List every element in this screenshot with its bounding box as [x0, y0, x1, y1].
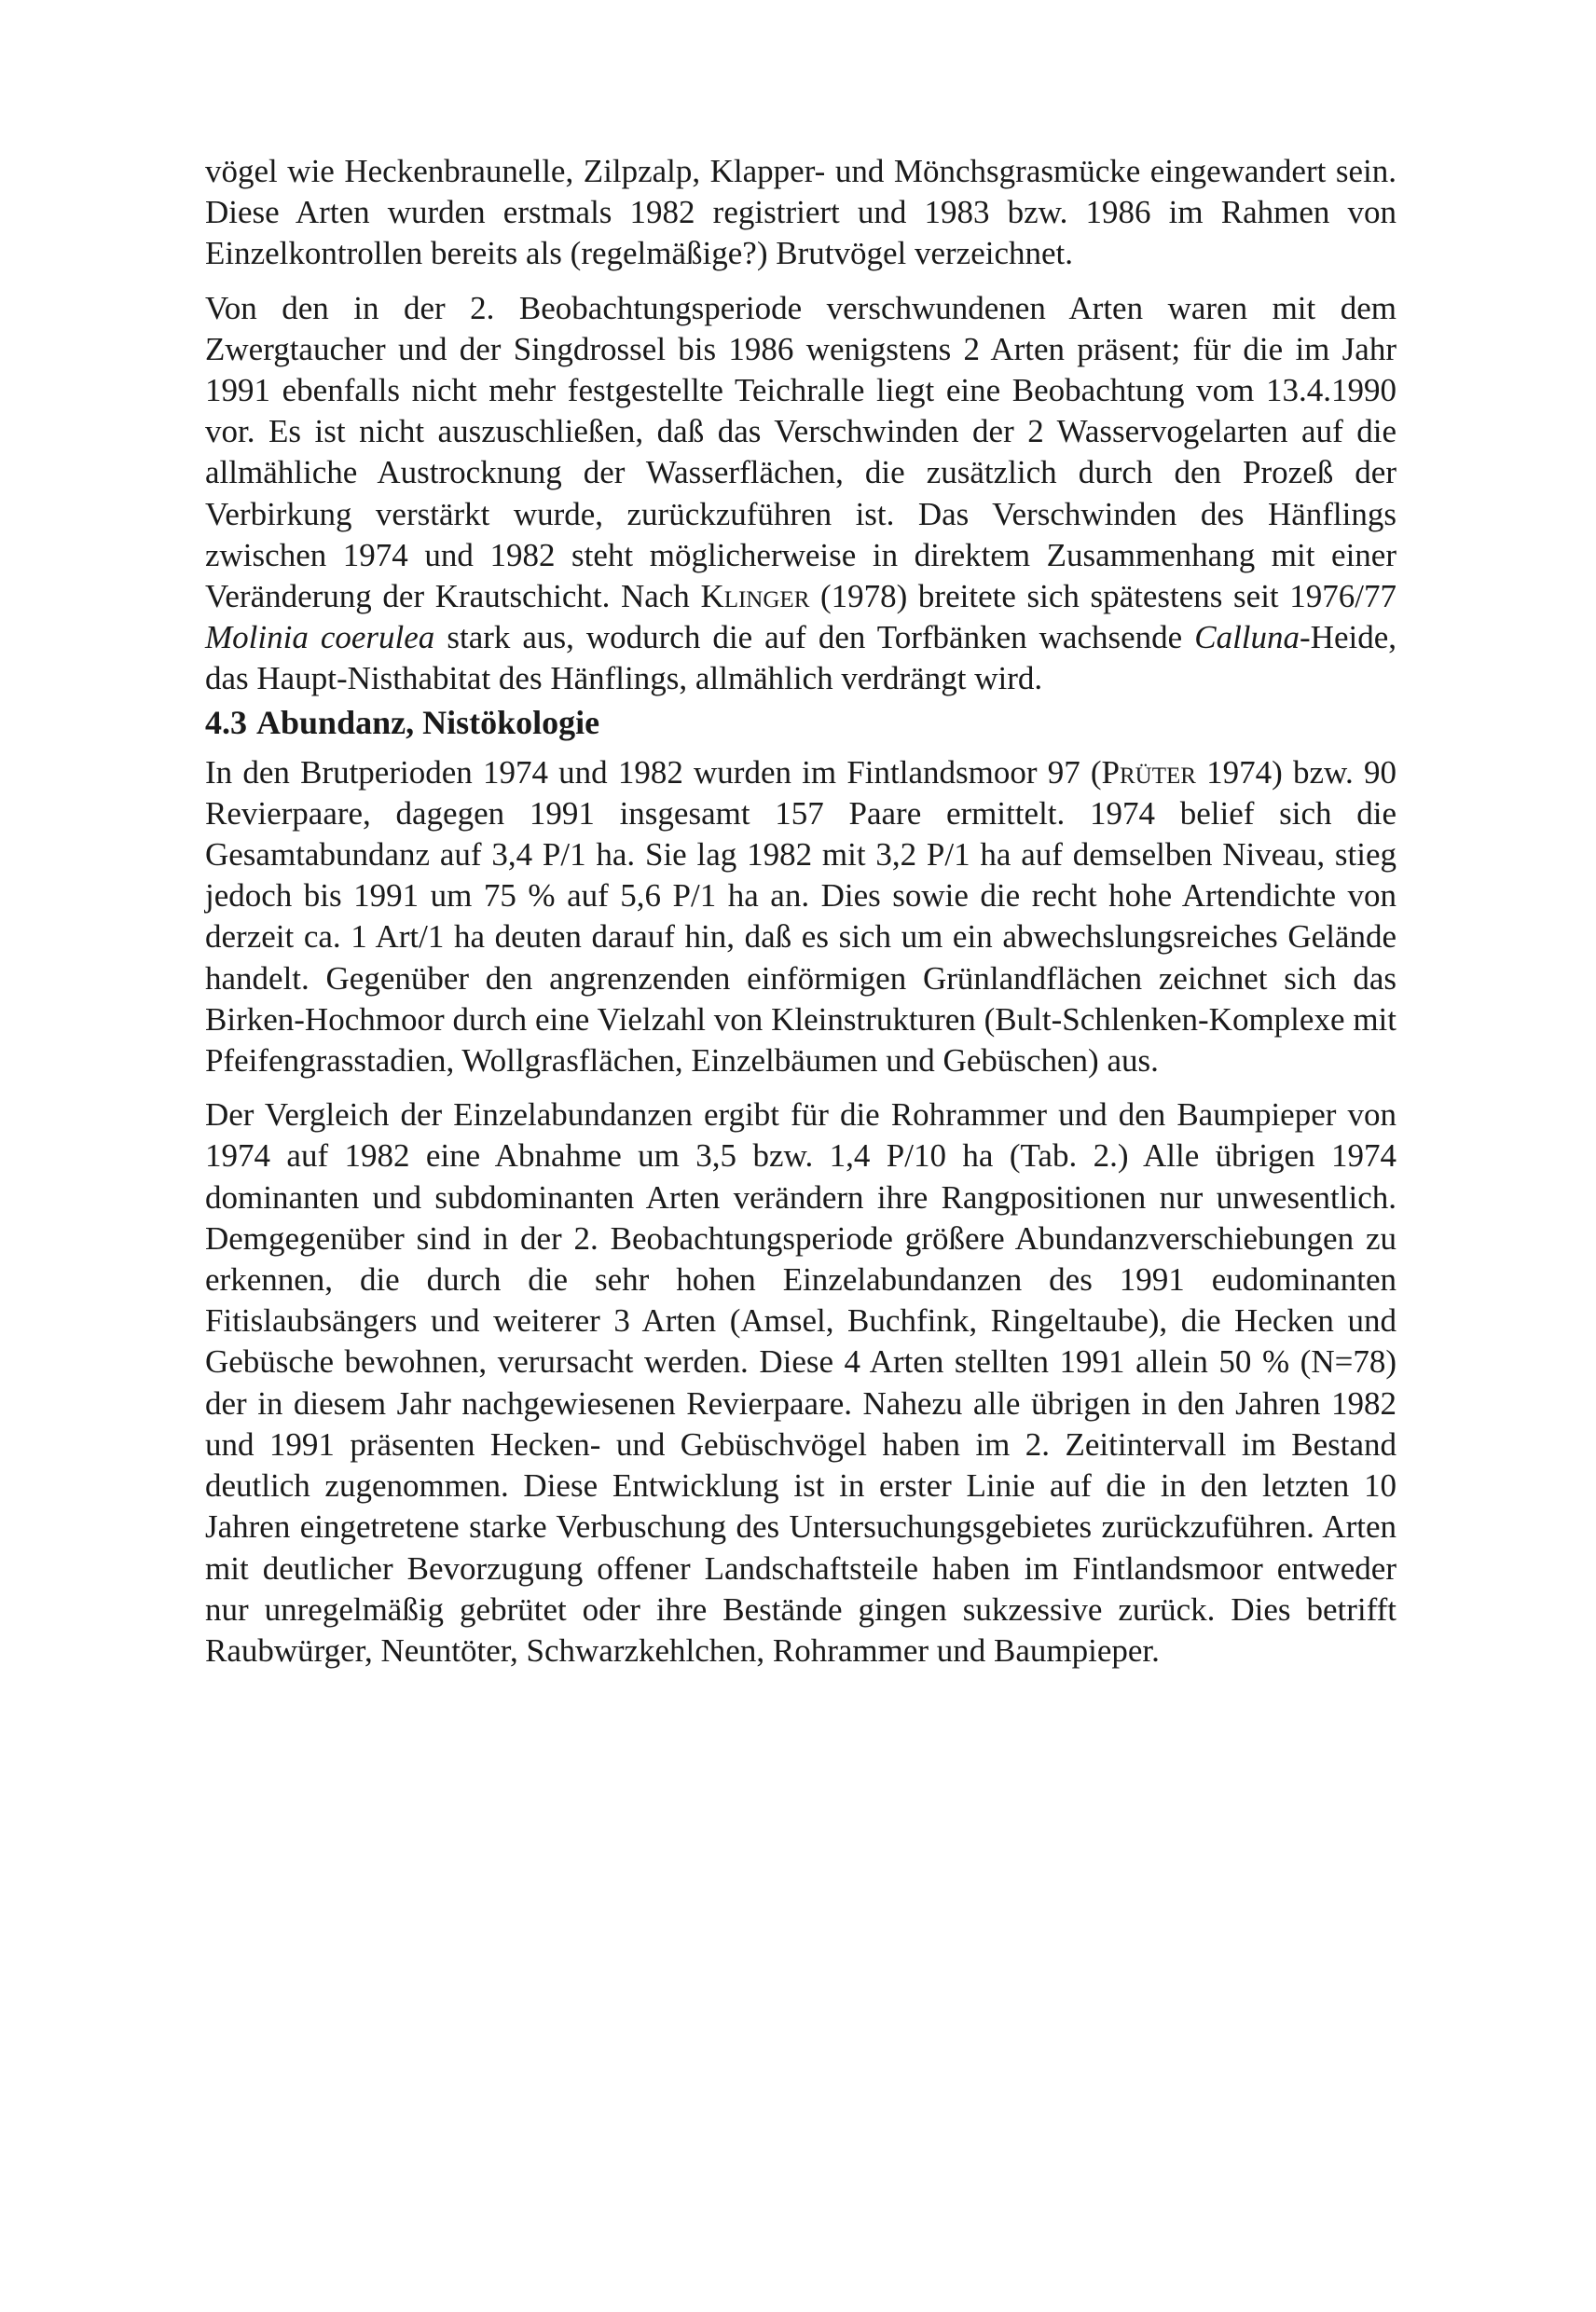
paragraph-3-text-b: 1974) bzw. 90 Revierpaare, dagegen 1991 insgesamt 157 Paare ermittelt. 1974 belief sich die Gesamtabundanz auf 3,4 P/1 ha. Sie lag 1982 mit 3,2 P/1 ha auf demselben Niveau, stieg jedoch bis 1991 um 75 % auf 5,6 P/1 ha an. Dies sowie die recht hohe Artendichte von derzeit ca. 1 Art/1 ha deuten darauf hin, daß es sich um ein abwechslungsreiches Gelände handelt. Gegenüber den angrenzenden einförmigen Grünlandflächen zeichnet sich das Birken-Hochmoor durch eine Vielzahl von Kleinstrukturen (Bult-Schlenken-Komplexe mit Pfeifengrasstadien, Wollgrasflächen, Einzelbäumen und Gebüschen) aus.	[205, 753, 1396, 1080]
section-number: 4.3	[205, 703, 247, 741]
species-name-calluna: Calluna	[1194, 619, 1300, 656]
paragraph-3	[205, 752, 1396, 1082]
paragraph-4: Der Vergleich der Einzelabundanzen ergibt für die Rohrammer und den Baumpieper von 1974 auf 1982 eine Abnahme um 3,5 bzw. 1,4 P/10 ha (Tab. 2.) Alle übrigen 1974 dominanten und subdominanten Arten verändern ihre Rangpositionen nur unwesentlich. Demgegenüber sind in der 2. Beobachtungsperiode größere Abundanzverschiebungen zu erkennen, die durch die sehr hohen Einzelabundanzen des 1991 eudominanten Fitislaubsängers und weiterer 3 Arten (Amsel, Buchfink, Ringeltaube), die Hecken und Gebüsche bewohnen, verursacht werden. Diese 4 Arten stellten 1991 allein 50 % (N=78) der in diesem Jahr nachgewiesenen Revierpaare. Nahezu alle übrigen in den Jahren 1982 und 1991 präsenten Hecken- und Gebüschvögel haben im 2. Zeitintervall im Bestand deutlich zugenommen. Diese Entwicklung ist in erster Linie auf die in den letzten 10 Jahren eingetretene starke Verbuschung des Untersuchungsgebietes zurückzuführen. Arten mit deutlicher Bevorzugung offener Landschaftsteile haben im Fintlandsmoor entweder nur unregelmäßig gebrütet oder ihre Bestände gingen sukzessive zurück. Dies betrifft Raubwürger, Neuntöter, Schwarzkehlchen, Rohrammer und Baumpieper.	[205, 1096, 1396, 1669]
paragraph-2-text-c: stark aus, wodurch die auf den Torfbänken wachsende	[434, 619, 1195, 656]
species-name-molinia: Molinia coerulea	[205, 619, 435, 656]
paragraph-3-text-a: In den Brutperioden 1974 und 1982 wurden im Fintlandsmoor 97 (	[205, 753, 1102, 791]
section-title: Abundanz, Nistökologie	[256, 703, 600, 741]
author-citation-klinger: Klinger	[700, 578, 810, 615]
section-heading	[205, 700, 1396, 745]
paragraph-2	[205, 288, 1396, 700]
author-citation-prueter: Prüter	[1101, 753, 1196, 791]
paragraph-2-text-a: Von den in der 2. Beobachtungsperiode verschwundenen Arten waren mit dem Zwergtaucher und der Singdrossel bis 1986 wenigstens 2 Arten präsent; für die im Jahr 1991 ebenfalls nicht mehr festgestellte Teichralle liegt eine Beobachtung vom 13.4.1990 vor. Es ist nicht auszuschließen, daß das Verschwinden der 2 Wasservogelarten auf die allmähliche Austrocknung der Wasserflächen, die zusätzlich durch den Prozeß der Verbirkung verstärkt wurde, zurückzuführen ist. Das Verschwinden des Hänflings zwischen 1974 und 1982 steht möglicherweise in direktem Zusammenhang mit einer Veränderung der Krautschicht. Nach	[205, 289, 1396, 615]
paragraph-1: vögel wie Heckenbraunelle, Zilpzalp, Klapper- und Mönchsgrasmücke eingewandert sein. Diese Arten wurden erstmals 1982 registriert und 1983 bzw. 1986 im Rahmen von Einzelkontrollen bereits als (regelmäßige?) Brutvögel verzeichnet.	[205, 153, 1396, 272]
paragraph-2-text-b: (1978) breitete sich spätestens seit 1976/77	[809, 578, 1396, 615]
paragraph-2-text-d: -Heide, das Haupt-Nisthabitat des Hänflings, allmählich verdrängt wird.	[205, 619, 1396, 697]
page-body	[205, 151, 1396, 1672]
